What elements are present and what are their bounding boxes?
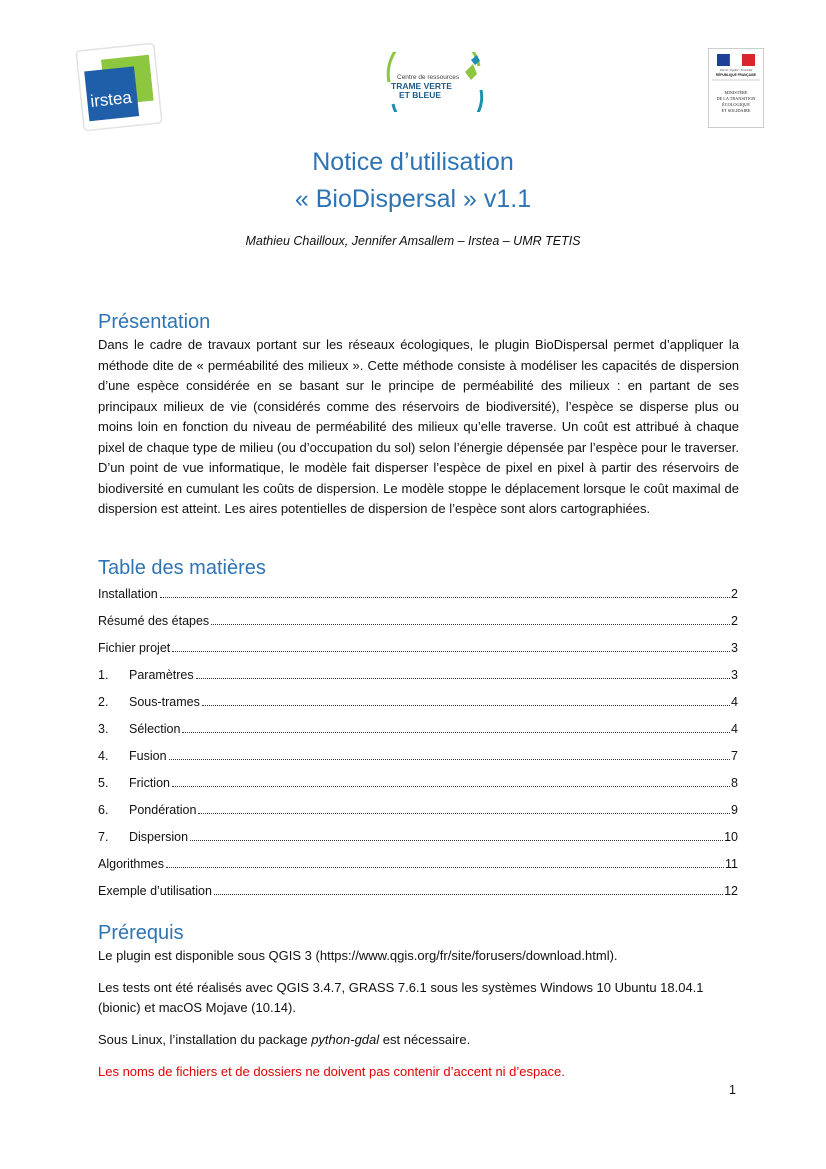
- toc-entry-parametres[interactable]: [98, 666, 738, 682]
- toc-entry-number: 2.: [98, 695, 109, 709]
- toc-entry-label: Exemple d’utilisation: [98, 884, 212, 898]
- prerequis-qgis-paragraph: Le plugin est disponible sous QGIS 3 (https://www.qgis.org/fr/site/forusers/download.html).: [98, 948, 618, 963]
- toc-leader-dots: [196, 677, 730, 679]
- toc-leader-dots: [169, 758, 731, 760]
- toc-heading: Table des matières: [98, 557, 266, 579]
- toc-entry-label: Sous-trames: [129, 695, 200, 709]
- prerequis-linux-text-end: est nécessaire.: [379, 1032, 471, 1047]
- svg-text:DE LA TRANSITION: DE LA TRANSITION: [716, 96, 756, 101]
- svg-text:TRAME VERTE: TRAME VERTE: [391, 81, 452, 91]
- toc-entry-label: Algorithmes: [98, 857, 164, 871]
- toc-entry-fichier-projet[interactable]: [98, 639, 738, 655]
- toc-entry-number: 3.: [98, 722, 109, 736]
- ministere-logo: [708, 48, 764, 128]
- authors-line: Mathieu Chailloux, Jennifer Amsallem – Irstea – UMR TETIS: [245, 234, 581, 248]
- toc-entry-label: Friction: [129, 776, 170, 790]
- toc-leader-dots: [166, 866, 724, 868]
- filename-warning: Les noms de fichiers et de dossiers ne doivent pas contenir d’accent ni d’espace.: [98, 1064, 565, 1079]
- page-number: 1: [729, 1083, 736, 1097]
- svg-text:RÉPUBLIQUE FRANÇAISE: RÉPUBLIQUE FRANÇAISE: [715, 73, 757, 77]
- toc-entry-page: 7: [731, 749, 738, 763]
- toc-entry-label: Fusion: [129, 749, 167, 763]
- svg-text:ET SOLIDAIRE: ET SOLIDAIRE: [721, 108, 751, 113]
- toc-entry-fusion[interactable]: [98, 747, 738, 763]
- toc-entry-sous-trames[interactable]: [98, 693, 738, 709]
- toc-leader-dots: [172, 650, 730, 652]
- prerequis-linux-paragraph: [98, 1030, 738, 1050]
- toc-entry-number: 1.: [98, 668, 109, 682]
- toc-entry-page: 3: [731, 641, 738, 655]
- toc-entry-number: 5.: [98, 776, 109, 790]
- toc-entry-label: Installation: [98, 587, 158, 601]
- svg-text:MINISTÈRE: MINISTÈRE: [724, 90, 748, 95]
- toc-leader-dots: [182, 731, 730, 733]
- svg-text:Liberté • Égalité • Fraternité: Liberté • Égalité • Fraternité: [719, 69, 753, 72]
- toc-entry-number: 4.: [98, 749, 109, 763]
- document-title-line-2: « BioDispersal » v1.1: [294, 185, 532, 213]
- toc-entry-page: 8: [731, 776, 738, 790]
- toc-entry-label: Paramètres: [129, 668, 194, 682]
- svg-text:ET BLEUE: ET BLEUE: [399, 90, 442, 100]
- toc-entry-number: 7.: [98, 830, 109, 844]
- toc-entry-algorithmes[interactable]: [98, 855, 738, 871]
- toc-entry-friction[interactable]: [98, 774, 738, 790]
- toc-leader-dots: [198, 812, 730, 814]
- toc-entry-selection[interactable]: [98, 720, 738, 736]
- document-title-line-1: Notice d’utilisation: [312, 148, 514, 176]
- toc-entry-page: 2: [731, 587, 738, 601]
- toc-entry-page: 9: [731, 803, 738, 817]
- toc-entry-label: Résumé des étapes: [98, 614, 210, 628]
- svg-text:irstea: irstea: [89, 87, 133, 112]
- toc-entry-installation[interactable]: [98, 585, 738, 601]
- toc-entry-label: Dispersion: [129, 830, 189, 844]
- toc-entry-label: Sélection: [129, 722, 181, 736]
- toc-entry-page: 4: [731, 695, 738, 709]
- toc-leader-dots: [172, 785, 730, 787]
- toc-entry-resume-des-etapes[interactable]: [98, 612, 738, 628]
- python-gdal-package-name: python-gdal: [311, 1032, 380, 1047]
- toc-leader-dots: [214, 893, 723, 895]
- toc-entry-label: Fichier projet: [98, 641, 171, 655]
- toc-leader-dots: [190, 839, 723, 841]
- toc-entry-page: 3: [731, 668, 738, 682]
- toc-leader-dots: [211, 623, 730, 625]
- toc-leader-dots: [202, 704, 730, 706]
- prerequis-linux-text-start: Sous Linux, l’installation du package: [98, 1032, 312, 1047]
- toc-entry-page: 2: [731, 614, 738, 628]
- toc-entry-label: Pondération: [129, 803, 197, 817]
- toc-entry-number: 6.: [98, 803, 109, 817]
- toc-entry-page: 11: [725, 857, 738, 871]
- irstea-logo: [74, 42, 164, 132]
- toc-entry-exemple-utilisation[interactable]: [98, 882, 738, 898]
- prerequis-heading: Prérequis: [98, 922, 184, 944]
- trame-verte-bleue-logo: [383, 52, 493, 112]
- presentation-paragraph: Dans le cadre de travaux portant sur les réseaux écologiques, le plugin BioDispersal permet d’appliquer la méthode dite de « perméabilité des milieux ». Cette méthode consiste à modéliser les capacités de dispersion d’une espèce considérée en se basant sur le principe de perméabilité des milieux : en partant de ses principaux milieux de vie (considérés comme des réservoirs de biodiversité), l’espèce se disperse plus ou moins loin en fonction du niveau de perméabilité des milieux qu’elle traverse. Un coût est attribué à chaque pixel de chaque type de milieu (ou d’occupation du sol) selon l’énergie dépensée par l’espèce pour le traverser. D’un point de vue informatique, le modèle fait disperser l’espèce de pixel en pixel à partir des réservoirs de biodiversité en cumulant les coûts de dispersion. Le modèle stoppe le déplacement lorsque le coût maximal de dispersion est atteint. Les aires potentielles de dispersion de l’espèce sont alors cartographiées.: [98, 337, 739, 516]
- toc-entry-page: 10: [724, 830, 738, 844]
- toc-entry-page: 12: [724, 884, 738, 898]
- toc-entry-page: 4: [731, 722, 738, 736]
- toc-entry-dispersion[interactable]: [98, 828, 738, 844]
- svg-text:ÉCOLOGIQUE: ÉCOLOGIQUE: [722, 102, 750, 107]
- svg-text:Centre de ressources: Centre de ressources: [397, 74, 460, 81]
- presentation-heading: Présentation: [98, 311, 211, 333]
- prerequis-tests-paragraph: Les tests ont été réalisés avec QGIS 3.4.7, GRASS 7.6.1 sous les systèmes Windows 10 Ubuntu 18.04.1 (bionic) et macOS Mojave (10.14).: [98, 980, 704, 1015]
- toc-entry-ponderation[interactable]: [98, 801, 738, 817]
- toc-leader-dots: [160, 596, 730, 598]
